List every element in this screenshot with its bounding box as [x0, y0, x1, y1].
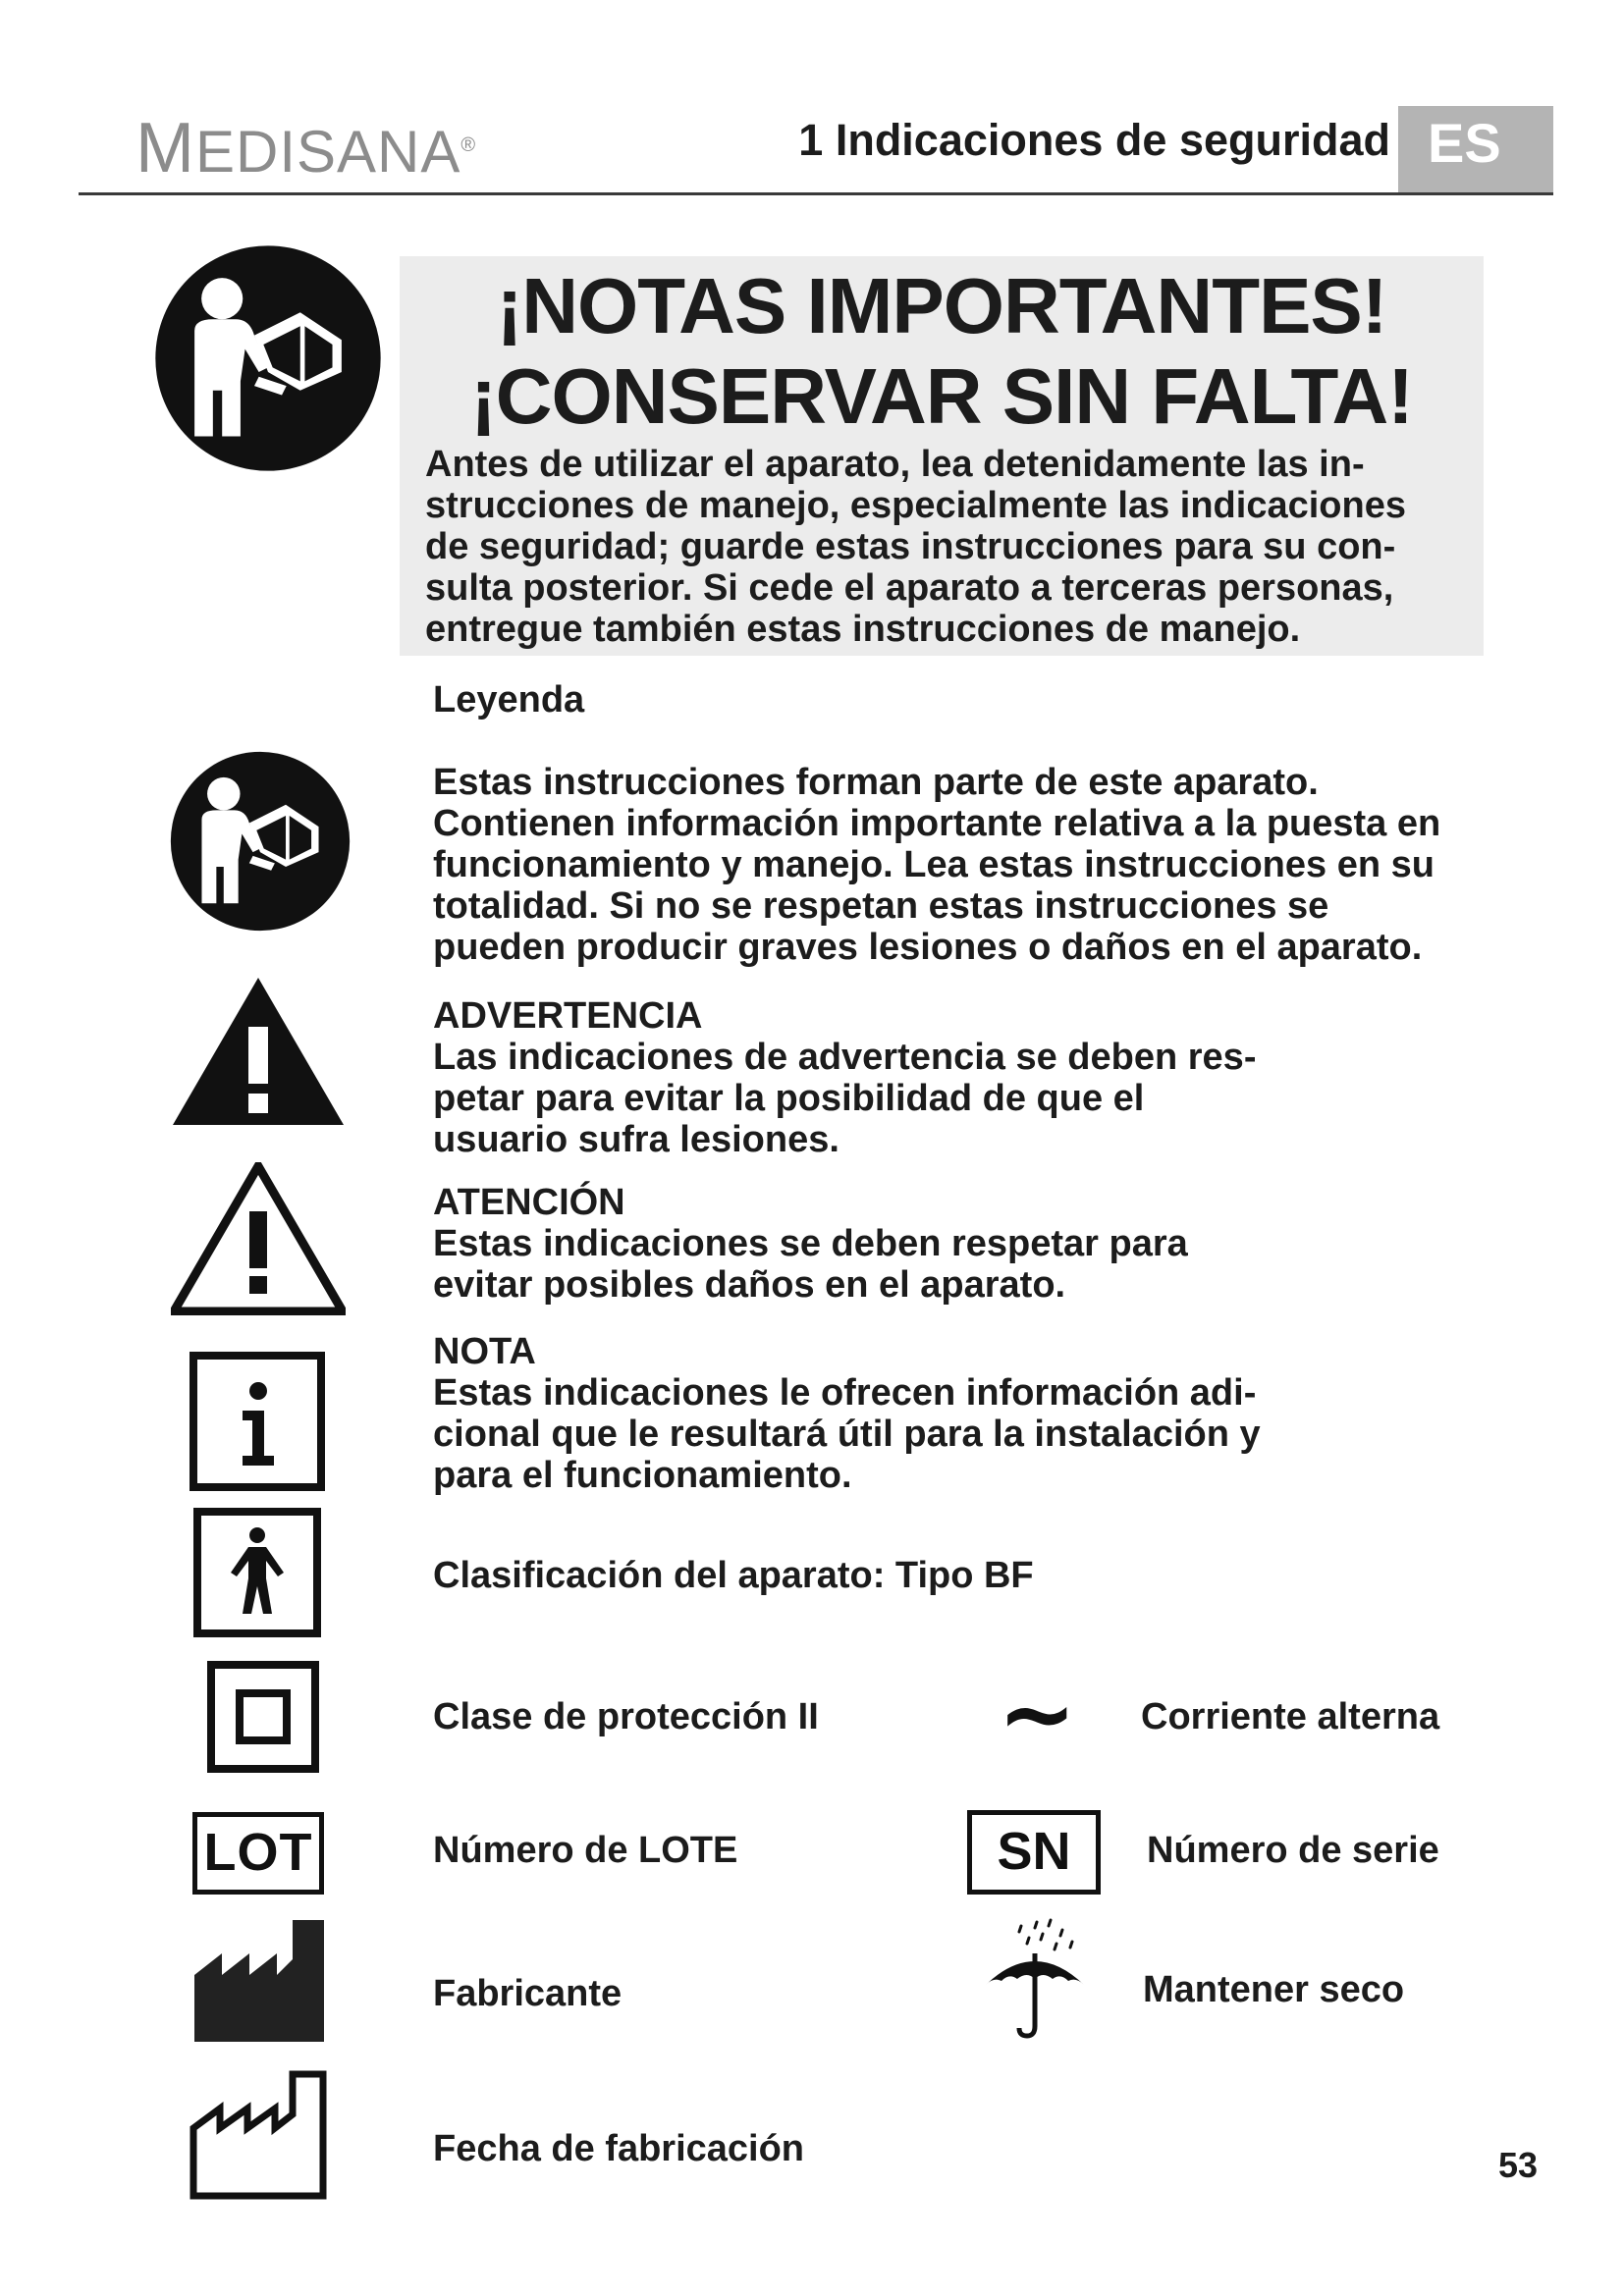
class-ii-icon — [207, 1661, 319, 1773]
keep-dry-label: Mantener seco — [1143, 1969, 1405, 2010]
section-title: 1 Indicaciones de seguridad — [798, 115, 1390, 165]
manufacture-date-label: Fecha de fabricación — [433, 2128, 805, 2169]
language-tab: ES — [1398, 106, 1553, 192]
read-manual-icon — [169, 750, 352, 933]
note-title: NOTA — [433, 1331, 536, 1372]
lot-label: Número de LOTE — [433, 1830, 738, 1871]
header-divider — [79, 192, 1553, 195]
legend-heading: Leyenda — [433, 679, 585, 721]
warning-section: ADVERTENCIA Las indicaciones de advertencia se deben res- petar para evitar la posibilidad de que el usuario sufra lesiones. — [433, 995, 1257, 1160]
info-icon — [189, 1352, 325, 1491]
warning-title: ADVERTENCIA — [433, 995, 703, 1037]
serial-number-icon: SN — [967, 1810, 1101, 1895]
note-section: NOTA Estas indicaciones le ofrecen información adi- cional que le resultará útil para la instalación y para el funcionamiento. — [433, 1331, 1261, 1496]
alternating-current-label: Corriente alterna — [1141, 1696, 1440, 1737]
alternating-current-icon: ~ — [998, 1659, 1077, 1769]
type-bf-label: Clasificación del aparato: Tipo BF — [433, 1555, 1034, 1596]
manufacture-date-icon — [189, 2069, 330, 2201]
notice-title-line-2: ¡CONSERVAR SIN FALTA! — [470, 352, 1413, 440]
notice-text: Antes de utilizar el aparato, lea detenidamente las in- strucciones de manejo, especialmente las indicaciones de seguridad; guarde estas instrucciones para su con- sulta posterior. Si cede el aparato a terceras personas, entregue también estas instrucciones de manejo. — [425, 444, 1406, 650]
caution-section: ATENCIÓN Estas indicaciones se deben respetar para evitar posibles daños en el aparato. — [433, 1182, 1188, 1306]
caution-title: ATENCIÓN — [433, 1182, 625, 1223]
brand-logo: MEDISANA® — [135, 109, 477, 187]
type-bf-icon — [193, 1508, 321, 1637]
serial-number-label: Número de serie — [1147, 1830, 1439, 1871]
notice-title-line-1: ¡NOTAS IMPORTANTES! — [496, 262, 1387, 349]
caution-outline-triangle-icon — [171, 1162, 346, 1315]
manual-description: Estas instrucciones forman parte de este aparato. Contienen información importante relativa a la puesta en funcionamiento y manejo. Lea estas instrucciones en su totalidad. Si no se respetan estas instrucciones se pueden producir graves lesiones o daños en el aparato. — [433, 762, 1441, 968]
page-number: 53 — [1498, 2145, 1539, 2185]
lot-icon: LOT — [192, 1812, 324, 1895]
manufacturer-label: Fabricante — [433, 1973, 623, 2014]
keep-dry-icon — [982, 1916, 1088, 2040]
class-ii-label: Clase de protección II — [433, 1696, 819, 1737]
warning-filled-triangle-icon — [171, 976, 346, 1127]
manufacturer-icon — [192, 1918, 328, 2044]
read-manual-icon — [153, 243, 383, 473]
